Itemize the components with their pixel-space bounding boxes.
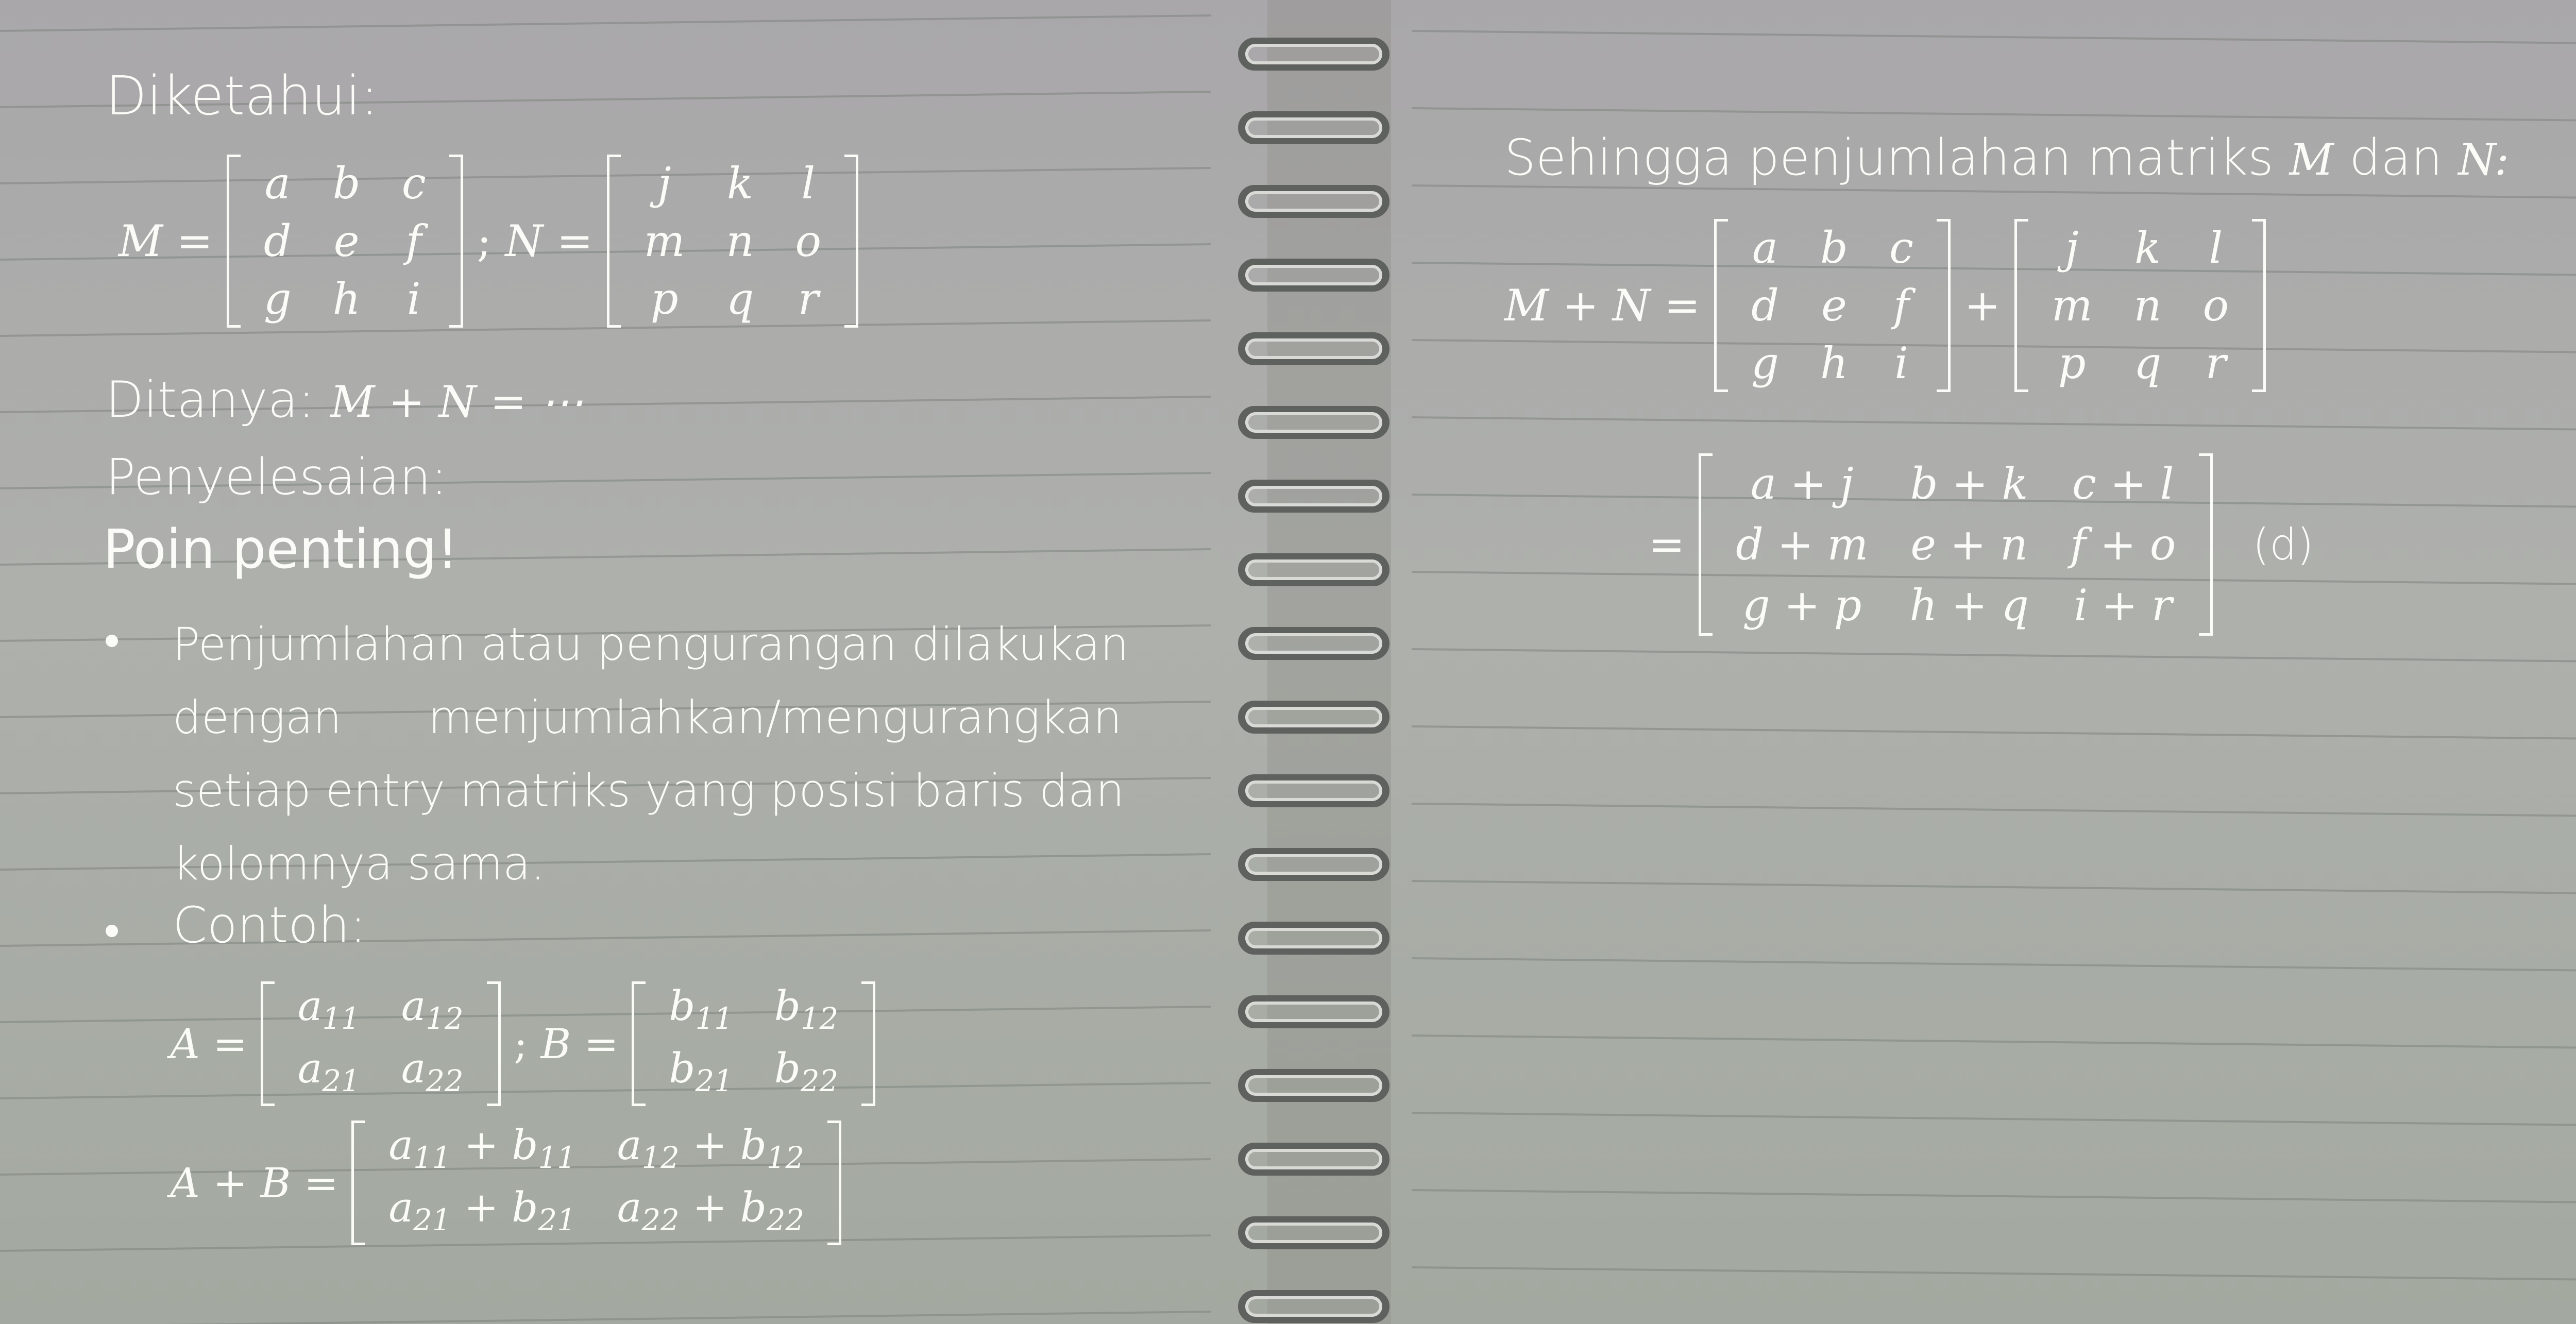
matrix-b-name: B [540, 1020, 571, 1068]
matrix-row [1715, 514, 2196, 575]
matrix-entry: $b_{12}$ [774, 982, 839, 1036]
matrix-row [623, 270, 842, 328]
matrix-row [2031, 219, 2249, 277]
matrix-entry: f [1893, 280, 1910, 331]
lhs-expression: M + N [1504, 280, 1651, 331]
matrix-entry: b + k [1910, 459, 2028, 509]
matrix-entry: a + j [1750, 459, 1854, 509]
matrix-entry: g + p [1742, 580, 1862, 631]
matrix-row [368, 1121, 825, 1183]
matrix-entry: j [2065, 223, 2079, 273]
matrix-row [1715, 453, 2196, 514]
matrix-row [1715, 575, 2196, 636]
bullet-line: dengan menjumlahkan/mengurangkan [173, 691, 1122, 744]
matrix-entry: f [405, 216, 422, 266]
sum-ab-name: A + B [170, 1159, 291, 1207]
matrix-entry: c [401, 158, 426, 209]
ruled-line [1412, 1190, 2576, 1203]
given-matrices: M = a b c d e f g h i ; N = j k l m n o p q r [118, 155, 858, 328]
matrix-row [277, 981, 484, 1044]
matrix-row [243, 270, 447, 328]
matrix-row [243, 155, 447, 212]
matrix-row [368, 1183, 825, 1245]
matrix-a [261, 981, 501, 1106]
matrix-row [648, 981, 859, 1044]
matrix-entry: a [1752, 223, 1778, 273]
matrix-row [1731, 219, 1934, 277]
matrix-row [2031, 334, 2249, 392]
matrix-entry: r [2205, 338, 2226, 388]
matrix-entry: f + o [2070, 519, 2176, 570]
matrix-entry: $a_{21} + b_{21}$ [388, 1183, 576, 1237]
matrix-entry: d [263, 216, 292, 266]
ruled-line [1412, 1267, 2576, 1280]
matrix-entry: $a_{22} + b_{22}$ [617, 1183, 805, 1237]
bullet-line: Penjumlahan atau pengurangan dilakukan [173, 618, 1129, 671]
matrix-m [227, 155, 463, 328]
matrix-entry: i + r [2074, 580, 2173, 631]
matrix-entry: $b_{21}$ [669, 1044, 733, 1098]
matrix-m-name: M [118, 216, 163, 266]
ditanya-line [106, 371, 584, 429]
result-matrix [1699, 453, 2213, 636]
matrix-entry: b [332, 158, 361, 209]
ruled-line [1412, 804, 2576, 817]
ruled-line [1412, 726, 2576, 739]
matrix-entry: m [643, 216, 685, 266]
answer-label: (d) [2252, 519, 2314, 570]
matrix-entry: c + l [2072, 459, 2174, 509]
ruled-line [1412, 649, 2576, 662]
matrix-entry: $b_{22}$ [774, 1044, 839, 1098]
matrix-row [623, 155, 842, 212]
matrix-entry: i [406, 274, 421, 324]
bullet-dot [106, 925, 118, 937]
matrix-entry: k [727, 158, 753, 209]
matrix-entry: h + q [1909, 580, 2029, 631]
ruled-line [1412, 881, 2576, 894]
matrix-entry: g [263, 274, 292, 324]
plus-sign: + [1964, 280, 2001, 331]
matrix-entry: $a_{22}$ [401, 1044, 464, 1098]
matrix-a-name: A [170, 1020, 200, 1068]
heading-dan: dan [2349, 129, 2443, 186]
ruled-line [1412, 31, 2576, 44]
right-heading [1504, 129, 2509, 186]
matrix-n [607, 155, 858, 328]
matrix-entry: p [650, 274, 679, 324]
right-matrix-m [1714, 219, 1951, 392]
matrix-entry: $a_{21}$ [297, 1044, 360, 1098]
matrix-entry: r [798, 274, 819, 324]
heading-m: M [2289, 134, 2334, 185]
matrix-entry: o [795, 216, 822, 266]
example-sum: A + B = $a_{11} + b_{11}$ $a_{12} + b_{12}$ $a_{21} + b_{21}$ $a_{22} + b_{22}$ [170, 1121, 841, 1245]
matrix-entry: q [2133, 338, 2162, 388]
matrix-entry: l [2209, 223, 2223, 273]
matrix-entry: $a_{11} + b_{11}$ [388, 1121, 576, 1175]
result-equation: = a + j b + k c + l d + m e + n f + o g + p h + q i + r (d) [1649, 453, 2314, 636]
poin-penting-label: Poin penting! [103, 518, 459, 581]
bullet-line: setiap entry matriks yang posisi baris dan [173, 764, 1125, 817]
matrix-row [277, 1044, 484, 1106]
ruled-line [1412, 958, 2576, 971]
right-matrix-n [2014, 219, 2266, 392]
matrix-entry: g [1751, 338, 1779, 388]
matrix-entry: p [2058, 338, 2086, 388]
diketahui-label: Diketahui: [106, 64, 379, 127]
matrix-b [632, 981, 875, 1106]
matrix-row [623, 212, 842, 270]
matrix-entry: h [332, 274, 361, 324]
matrix-row [648, 1044, 859, 1106]
matrix-entry: n [2133, 280, 2162, 331]
bullet-line: kolomnya sama. [173, 837, 545, 890]
matrix-entry: q [726, 274, 754, 324]
matrix-row [1731, 277, 1934, 334]
matrix-row [243, 212, 447, 270]
matrix-entry: l [801, 158, 816, 209]
matrix-entry: c [1889, 223, 1914, 273]
matrix-entry: i [1894, 338, 1908, 388]
matrix-entry: e [1821, 280, 1847, 331]
bullet-explanation [173, 608, 1129, 901]
heading-text: Sehingga penjumlahan matriks [1504, 129, 2274, 186]
ruled-line [1412, 185, 2576, 198]
ditanya-label: Ditanya: [106, 371, 315, 429]
ruled-line [0, 1312, 1211, 1324]
ruled-line [1412, 108, 2576, 121]
example-matrices: A = $a_{11}$ $a_{12}$ $a_{21}$ $a_{22}$ ; B = $b_{11}$ $b_{12}$ $b_{21}$ $b_{22}$ [170, 981, 875, 1106]
matrix-n-name: N [505, 216, 543, 266]
matrix-entry: $a_{12}$ [401, 982, 464, 1036]
matrix-entry: k [2134, 223, 2161, 273]
matrix-entry: $a_{11}$ [297, 982, 360, 1036]
matrix-entry: e + n [1910, 519, 2028, 570]
matrix-entry: h [1820, 338, 1848, 388]
ruled-line [1412, 417, 2576, 430]
matrix-entry: j [657, 158, 671, 209]
sum-equation: M + N = a b c d e f g h i + j k l m n o p q r [1504, 219, 2266, 392]
matrix-entry: d [1751, 280, 1779, 331]
separator: ; [477, 216, 492, 266]
matrix-entry: $a_{12} + b_{12}$ [617, 1121, 805, 1175]
matrix-entry: o [2202, 280, 2229, 331]
binding-gutter [1267, 0, 1391, 1324]
penyelesaian-label: Penyelesaian: [106, 448, 448, 506]
matrix-entry: b [1820, 223, 1848, 273]
ruled-line [1412, 1113, 2576, 1126]
matrix-entry: n [726, 216, 754, 266]
ruled-line [0, 15, 1211, 31]
matrix-entry: $b_{11}$ [669, 982, 733, 1036]
matrix-row [2031, 277, 2249, 334]
bullet-dot [106, 635, 118, 647]
ruled-line [1412, 1036, 2576, 1048]
matrix-row [1731, 334, 1934, 392]
matrix-entry: m [2051, 280, 2093, 331]
heading-n: N: [2458, 134, 2510, 185]
contoh-label: Contoh: [173, 896, 367, 954]
matrix-entry: a [264, 158, 291, 209]
ditanya-expression: M + N = ⋯ [330, 377, 584, 427]
matrix-ab [351, 1121, 841, 1245]
matrix-entry: d + m [1736, 519, 1869, 570]
matrix-entry: e [333, 216, 360, 266]
